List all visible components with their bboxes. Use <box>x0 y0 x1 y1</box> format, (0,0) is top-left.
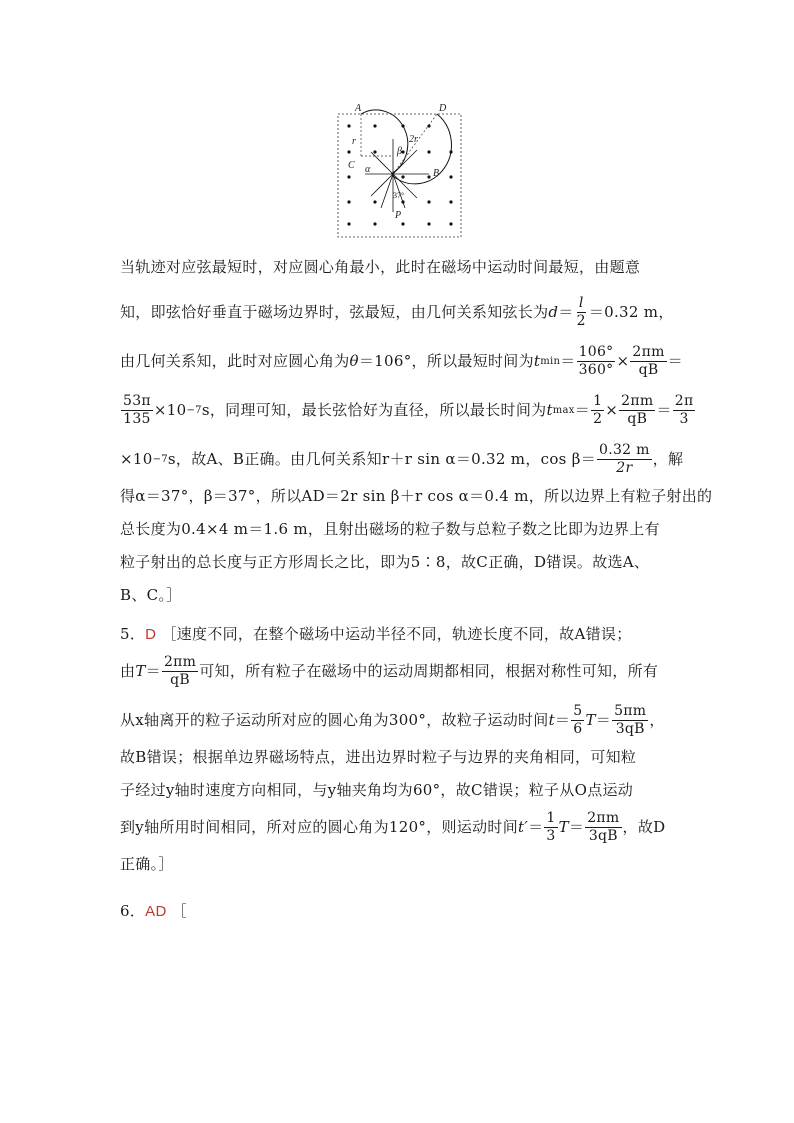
diagram-svg <box>337 104 463 239</box>
q5-line4: 故B错误；根据单边界磁场特点，进出边界时粒子与边界的夹角相同，可知粒 <box>120 748 637 766</box>
s4-line1: 当轨迹对应弦最短时，对应圆心角最小，此时在磁场中运动时间最短，由题意 <box>120 258 641 276</box>
s4-line3: 由几何关系知，此时对应圆心角为 θ ＝106°，所以最短时间为 t min ＝ $\frac{106^\circ}{360^\circ}$ × $\frac{2\pi m}{qB}$ ＝ <box>120 344 683 378</box>
label-B: B <box>433 168 440 179</box>
solution-text <box>120 255 713 924</box>
q6-answer: AD <box>145 903 167 920</box>
q5-line3: 从x轴离开的粒子运动所对应的圆心角为300°，故粒子运动时间 t ＝ $\frac{5}{6}$ T ＝ $\frac{5\pi m}{3qB}$ ， <box>120 703 665 737</box>
label-beta: β <box>397 146 402 157</box>
s4-line9: B、C。］ <box>120 586 182 604</box>
s4-line7: 总长度为0.4×4 m＝1.6 m，且射出磁场的粒子数与总粒子数之比即为边界上有 <box>120 520 660 538</box>
frac-106-360: $\frac{106^\circ}{360^\circ}$ <box>578 344 614 378</box>
frac-2pim-qB: $\frac{2\pi m}{qB}$ <box>632 344 665 378</box>
s4-line6: 得α＝37°，β＝37°，所以AD＝2r sin β＋r cos α＝0.4 m，所以边界上有粒子射出的 <box>120 487 713 505</box>
q5-line2: 由 T ＝ $\frac{2\pi m}{qB}$ 可知，所有粒子在磁场中的运动周期都相同，根据对称性可知，所有 <box>120 654 659 688</box>
q5-line5: 子经过y轴时速度方向相同，与y轴夹角均为60°，故C错误；粒子从O点运动 <box>120 781 634 799</box>
label-alpha: α <box>365 164 371 175</box>
frac-53pi-135: $\frac{53\pi}{135}$ <box>123 393 151 427</box>
q5-line7: 正确。］ <box>120 855 174 873</box>
s4-line2: 知，即弦恰好垂直于磁场边界时，弦最短，由几何关系知弦长为 d ＝ $\frac{l}{2}$ ＝0.32 m， <box>120 295 674 329</box>
magnetic-field-diagram <box>337 104 463 239</box>
frac-l-over-2: $\frac{l}{2}$ <box>576 295 586 329</box>
q5-line6: 到y轴所用时间相同，所对应的圆心角为120°，则运动时间 t′ ＝ $\frac{1}{3}$ T ＝ $\frac{2\pi m}{3qB}$ ，故D <box>120 810 666 844</box>
q6-line1: 6．AD ［ <box>120 902 187 920</box>
label-D: D <box>439 104 447 114</box>
q5-answer: D <box>145 626 157 643</box>
label-37deg: 37° <box>393 191 405 200</box>
label-2r: 2r <box>409 134 418 145</box>
q5-line1: 5．D ［速度不同，在整个磁场中运动半径不同，轨迹长度不同，故A错误； <box>120 625 632 643</box>
label-P: P <box>395 210 402 221</box>
s4-line8: 粒子射出的总长度与正方形周长之比，即为5∶8，故C正确，D错误。故选A、 <box>120 553 650 571</box>
label-A: A <box>355 104 362 114</box>
label-C: C <box>348 160 355 171</box>
s4-line4: $\frac{53\pi}{135}$ ×10 −7 s，同理可知，最长弦恰好为直径，所以最长时间为 t max ＝ $\frac{1}{2}$ × $\frac{2\pi m}{qB}$ ＝ $\frac{2\pi}{3}$ <box>123 393 694 427</box>
label-r: r <box>352 136 356 147</box>
s4-line5: ×10 −7 s，故A、B正确。由几何关系知 r＋r sin α＝0.32 m，cos β＝ $\frac{0.32 m}{2r}$ ，解 <box>120 442 684 476</box>
